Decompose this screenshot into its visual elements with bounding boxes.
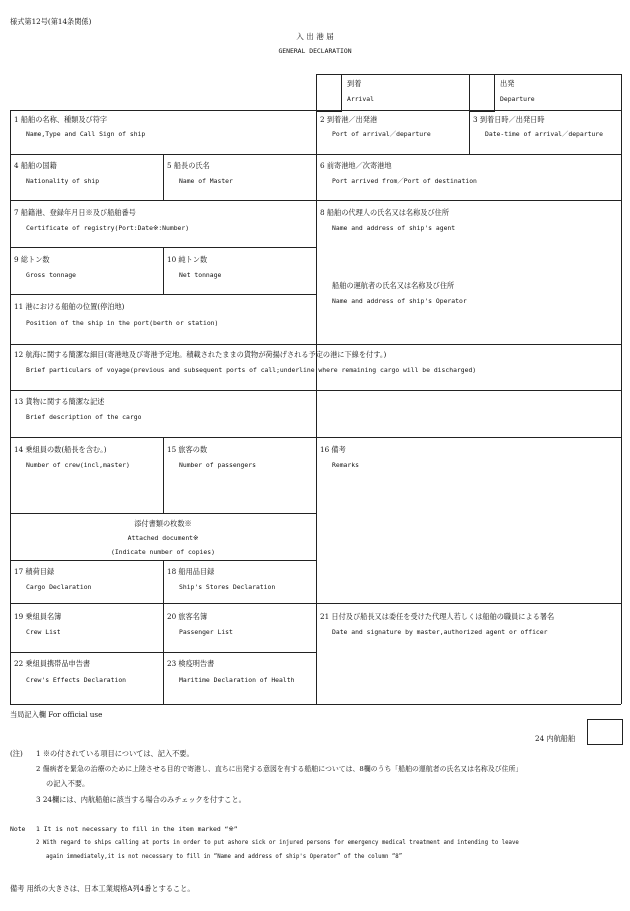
note-jp-2: 2 傷病者を緊急の治療のために上陸させる目的で寄港し、直ちに出発する意図を有する船舶については、8欄のうち「船舶の運航者の氏名又は名称及び住所」 [36, 765, 523, 773]
field-14-label-jp: 14 乗組員の数(船長を含む。) [14, 445, 107, 454]
note-en-2: 2 With regard to ships calling at ports in order to put ashore sick or injured persons for emergency medical treatment and intending to leave [36, 840, 519, 846]
field-15-label-en: Number of passengers [179, 461, 256, 469]
field-8-label-en: Name and address of ship's agent [332, 224, 456, 232]
field-8-operator-label-en: Name and address of ship's Operator [332, 297, 467, 305]
form-number: 様式第12号(第14条関係) [10, 17, 92, 26]
official-use-label: 当局記入欄 For official use [10, 710, 103, 719]
field-5-label-en: Name of Master [179, 177, 233, 185]
field-4-label-en: Nationality of ship [26, 177, 100, 185]
field-22-label-en: Crew's Effects Declaration [26, 676, 127, 684]
field-23-label-jp: 23 検疫明告書 [167, 659, 215, 668]
attached-docs-label-en: Attached document※ [127, 534, 199, 542]
arrival-label-en: Arrival [347, 95, 374, 103]
field-16-label-jp: 16 備考 [320, 445, 346, 454]
field-8-operator-label-jp: 船舶の運航者の氏名又は名称及び住所 [332, 281, 455, 290]
field-21-label-en: Date and signature by master,authorized agent or officer [332, 628, 548, 636]
field-16-label-en: Remarks [332, 461, 359, 469]
domestic-ship-label: 24 内航船舶 [535, 734, 576, 743]
field-17-label-en: Cargo Declaration [26, 583, 92, 591]
field-15-label-jp: 15 旅客の数 [167, 445, 208, 454]
departure-checkbox[interactable] [469, 74, 495, 112]
attached-docs-note: (Indicate number of copies) [111, 548, 215, 556]
field-19-label-en: Crew List [26, 628, 61, 636]
departure-label-jp: 出発 [500, 79, 515, 88]
field-18-label-jp: 18 船用品目録 [167, 567, 215, 576]
field-2-label-jp: 2 到着港／出発港 [320, 115, 378, 124]
field-9-label-jp: 9 総トン数 [14, 255, 50, 264]
field-21-label-jp: 21 日付及び船長又は委任を受けた代理人若しくは船舶の職員による署名 [320, 612, 555, 621]
field-7-label-jp: 7 船籍港、登録年月日※及び船舶番号 [14, 208, 136, 217]
field-23-label-en: Maritime Declaration of Health [179, 676, 295, 684]
domestic-ship-checkbox[interactable] [587, 719, 623, 745]
field-4-label-jp: 4 船舶の国籍 [14, 161, 57, 170]
arrival-label-jp: 到着 [347, 79, 362, 88]
field-12-label-en: Brief particulars of voyage(previous and subsequent ports of call;underline where remaining cargo will be discharged) [26, 366, 477, 374]
field-14-label-en: Number of crew(incl,master) [26, 461, 130, 469]
field-7-label-en: Certificate of registry(Port:Date※:Number) [26, 224, 190, 232]
field-6-label-en: Port arrived from／Port of destination [332, 177, 477, 185]
notes-jp-label: (注) [10, 749, 23, 758]
field-9-label-en: Gross tonnage [26, 271, 77, 279]
field-19-label-jp: 19 乗組員名簿 [14, 612, 62, 621]
note-en-2-cont: again immediately,it is not necessary to fill in “Name and address of ship's Operator” of the column “8” [46, 854, 403, 860]
arrival-checkbox[interactable] [316, 74, 342, 112]
field-11-label-jp: 11 港における船舶の位置(停泊地) [14, 302, 125, 311]
field-3-label-jp: 3 到着日時／出発日時 [473, 115, 545, 124]
field-2-label-en: Port of arrival／departure [332, 130, 431, 138]
field-10-label-jp: 10 純トン数 [167, 255, 208, 264]
field-13-label-en: Brief description of the cargo [26, 413, 142, 421]
field-8-label-jp: 8 船舶の代理人の氏名又は名称及び住所 [320, 208, 450, 217]
note-jp-3: 3 24欄には、内航船舶に該当する場合のみチェックを付すこと。 [36, 795, 246, 804]
field-22-label-jp: 22 乗組員携帯品申告書 [14, 659, 91, 668]
departure-label-en: Departure [500, 95, 535, 103]
note-jp-2-cont: の記入不要。 [46, 779, 90, 788]
field-1-label-jp: 1 船舶の名称、種類及び符字 [14, 115, 108, 124]
note-en-1: 1 It is not necessary to fill in the item marked “※” [36, 825, 238, 833]
paper-size-remark: 備考 用紙の大きさは、日本工業規格A列4番とすること。 [10, 884, 195, 893]
field-1-label-en: Name,Type and Call Sign of ship [26, 130, 146, 138]
field-6-label-jp: 6 前寄港地／次寄港地 [320, 161, 392, 170]
field-3-label-en: Date-time of arrival／departure [485, 130, 603, 138]
field-20-label-jp: 20 旅客名簿 [167, 612, 208, 621]
field-18-label-en: Ship's Stores Declaration [179, 583, 276, 591]
field-12-label-jp: 12 航海に関する簡潔な細目(寄港地及び寄港予定地。積載されたままの貨物が荷揚げされる予定の港に下線を付す。) [14, 350, 387, 359]
field-17-label-jp: 17 積荷目録 [14, 567, 55, 576]
field-11-label-en: Position of the ship in the port(berth or station) [26, 319, 219, 327]
field-20-label-en: Passenger List [179, 628, 233, 636]
attached-docs-label-jp: 添付書類の枚数※ [134, 519, 192, 528]
field-5-label-jp: 5 船長の氏名 [167, 161, 210, 170]
notes-en-label: Note [10, 825, 26, 833]
field-10-label-en: Net tonnage [179, 271, 222, 279]
field-13-label-jp: 13 貨物に関する簡潔な記述 [14, 397, 105, 406]
title-jp: 入 出 港 届 [296, 32, 334, 41]
note-jp-1: 1 ※の付されている項目については、記入不要。 [36, 749, 194, 758]
title-en: GENERAL DECLARATION [278, 47, 352, 55]
